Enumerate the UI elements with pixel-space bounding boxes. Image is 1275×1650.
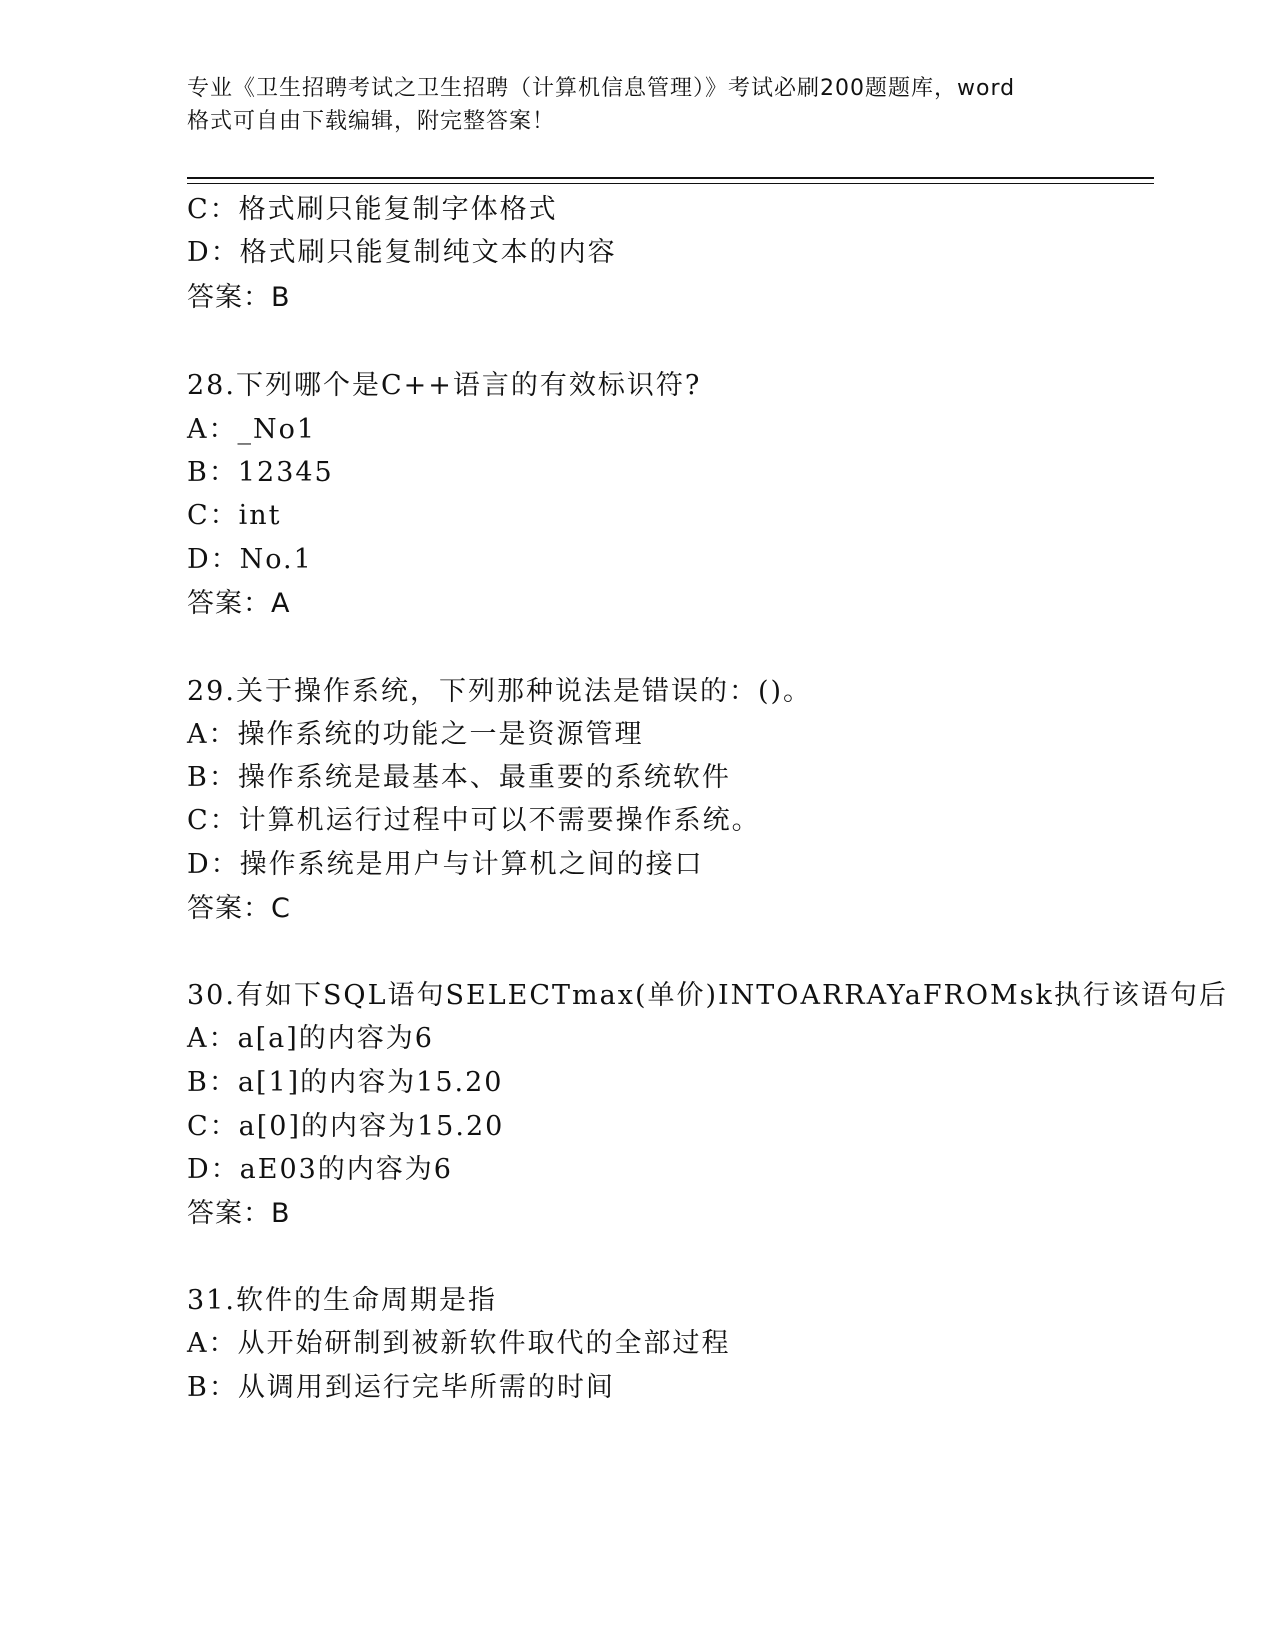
question-stem: 29.关于操作系统，下列那种说法是错误的：()。 [187,676,813,707]
option-text: A：从开始研制到被新软件取代的全部过程 [187,1328,731,1359]
option-text: B：a[1]的内容为15.20 [187,1067,504,1098]
option-text: C：计算机运行过程中可以不需要操作系统。 [187,805,761,836]
option-text: B：操作系统是最基本、最重要的系统软件 [187,762,731,793]
answer-text: 答案：A [187,588,291,619]
option-text: C：格式刷只能复制字体格式 [187,194,558,225]
question-stem: 31.软件的生命周期是指 [187,1285,497,1316]
question-stem: 30.有如下SQL语句SELECTmax(单价)INTOARRAYaFROMsk执行该语句后 [187,980,1228,1011]
header-line: 专业《卫生招聘考试之卫生招聘（计算机信息管理）》考试必刷200题题库，word [187,76,1016,101]
option-text: D：No.1 [187,544,313,575]
option-text: D：aE03的内容为6 [187,1154,453,1185]
header-divider [187,183,1154,184]
question-stem: 28.下列哪个是C++语言的有效标识符? [187,370,702,401]
answer-text: 答案：B [187,1198,291,1229]
header-divider [187,177,1154,179]
option-text: A：a[a]的内容为6 [187,1023,434,1054]
option-text: A：_No1 [187,414,317,445]
option-text: A：操作系统的功能之一是资源管理 [187,719,644,750]
option-text: C：a[0]的内容为15.20 [187,1111,505,1142]
answer-text: 答案：B [187,282,291,313]
option-text: C：int [187,500,282,531]
header-line: 格式可自由下载编辑，附完整答案！ [187,109,556,134]
option-text: B：从调用到运行完毕所需的时间 [187,1372,615,1403]
option-text: D：格式刷只能复制纯文本的内容 [187,237,617,268]
header-text [187,72,1087,138]
answer-text: 答案：C [187,893,291,924]
option-text: B：12345 [187,457,334,488]
option-text: D：操作系统是用户与计算机之间的接口 [187,849,704,880]
